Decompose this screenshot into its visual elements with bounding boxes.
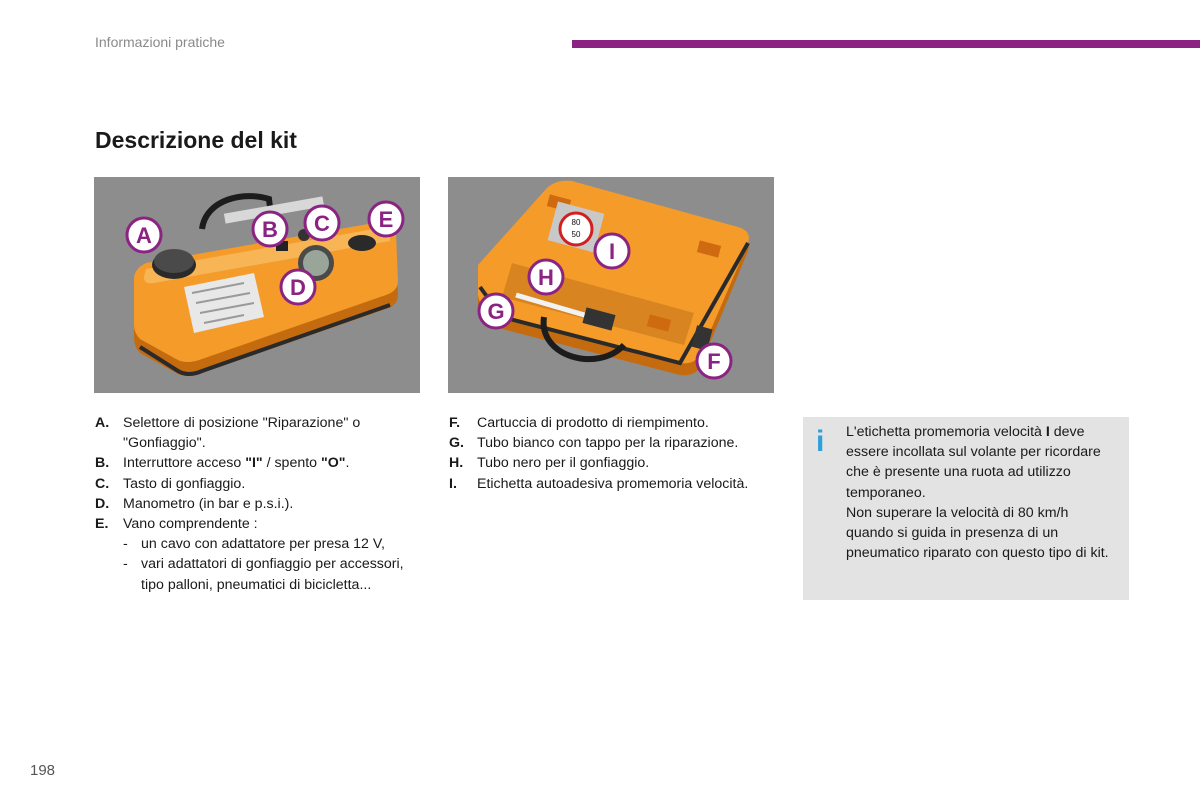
- legend-text: Selettore di posizione "Riparazione" o "Gonfiaggio".: [123, 415, 361, 452]
- info-text-part: L'etichetta promemoria velocità: [846, 424, 1046, 440]
- legend-text: Etichetta autoadesiva promemoria velocità.: [477, 475, 749, 492]
- legend-text-part: Interruttore acceso: [123, 455, 246, 472]
- legend-letter: F.: [449, 415, 461, 431]
- legend-item-g: [449, 433, 789, 453]
- legend-letter: G.: [449, 435, 464, 452]
- legend-item-h: [449, 453, 789, 473]
- subitem-dash: -: [123, 556, 128, 573]
- legend-text: Manometro (in bar e p.s.i.).: [123, 495, 294, 512]
- subitem-text: vari adattatori di gonfiaggio per accessori, tipo palloni, pneumatici di bicicletta...: [141, 556, 404, 593]
- legend-subitem: [123, 554, 425, 594]
- callout-e: [369, 202, 403, 236]
- callout-d: [281, 270, 315, 304]
- legend-letter: B.: [95, 455, 110, 472]
- legend-letter: H.: [449, 455, 464, 472]
- legend-text: Vano comprendente :: [123, 516, 258, 533]
- legend-text-part: .: [345, 455, 350, 472]
- header-accent-bar: [572, 40, 1200, 48]
- callout-g: [479, 294, 513, 328]
- callout-f: [697, 344, 731, 378]
- legend-item-e: [95, 514, 425, 534]
- info-icon: i: [816, 425, 825, 458]
- legend-item-b: [95, 453, 425, 473]
- legend-bold-on: "I": [245, 455, 263, 472]
- legend-letter: C.: [95, 475, 110, 492]
- callout-f-label: F: [707, 349, 721, 374]
- subitem-text: un cavo con adattatore per presa 12 V,: [141, 536, 385, 553]
- legend-text: [123, 453, 349, 473]
- info-text-part: deve essere incollata sul volante per ricordare che è presente una ruota ad utilizzo temporaneo.: [846, 424, 1101, 501]
- speed-label-bottom: 50: [571, 230, 581, 239]
- legend-right: [449, 413, 789, 494]
- legend-text-part: / spento: [262, 455, 322, 472]
- legend-item-d: [95, 494, 425, 514]
- info-box: [803, 417, 1129, 600]
- subitem-dash: -: [123, 536, 128, 553]
- legend-item-f: [449, 413, 789, 433]
- page-number: 198: [30, 762, 56, 779]
- info-text-speed: Non superare la velocità di 80 km/h quando si guida in presenza di un pneumatico riparato con questo tipo di kit.: [846, 504, 1109, 562]
- callout-d-label: D: [290, 275, 306, 300]
- callout-i-label: I: [608, 239, 616, 264]
- legend-text: Tasto di gonfiaggio.: [123, 475, 246, 492]
- callout-i: [595, 234, 629, 268]
- legend-letter: I.: [449, 475, 457, 492]
- callout-b-label: B: [262, 217, 278, 242]
- callout-a-label: A: [136, 223, 152, 248]
- callout-b: [253, 212, 287, 246]
- legend-letter: A.: [95, 415, 110, 431]
- info-text: [846, 422, 1114, 563]
- callout-h: [529, 260, 563, 294]
- legend-item-c: [95, 474, 425, 494]
- legend-text: Tubo bianco con tappo per la riparazione.: [477, 435, 739, 452]
- legend-subitem: [123, 534, 425, 554]
- callout-g-label: G: [487, 299, 505, 324]
- callout-h-label: H: [538, 265, 554, 290]
- kit-compressor-illustration: [94, 177, 420, 393]
- callout-c-label: C: [314, 211, 330, 236]
- legend-bold-off: "O": [321, 455, 346, 472]
- legend-left: [95, 413, 425, 595]
- legend-text: Tubo nero per il gonfiaggio.: [477, 455, 650, 472]
- speed-label-top: 80: [571, 218, 581, 227]
- legend-letter: D.: [95, 495, 110, 512]
- info-text-bold: I: [1045, 424, 1050, 440]
- section-header: Informazioni pratiche: [95, 34, 225, 50]
- callout-e-label: E: [378, 207, 394, 232]
- kit-underside-illustration: [448, 177, 774, 393]
- page-title: Descrizione del kit: [95, 127, 297, 153]
- legend-item-a: [95, 413, 425, 453]
- callout-a: [127, 218, 161, 252]
- legend-item-i: [449, 474, 789, 494]
- callout-c: [305, 206, 339, 240]
- legend-text: Cartuccia di prodotto di riempimento.: [477, 415, 709, 431]
- legend-letter: E.: [95, 516, 109, 533]
